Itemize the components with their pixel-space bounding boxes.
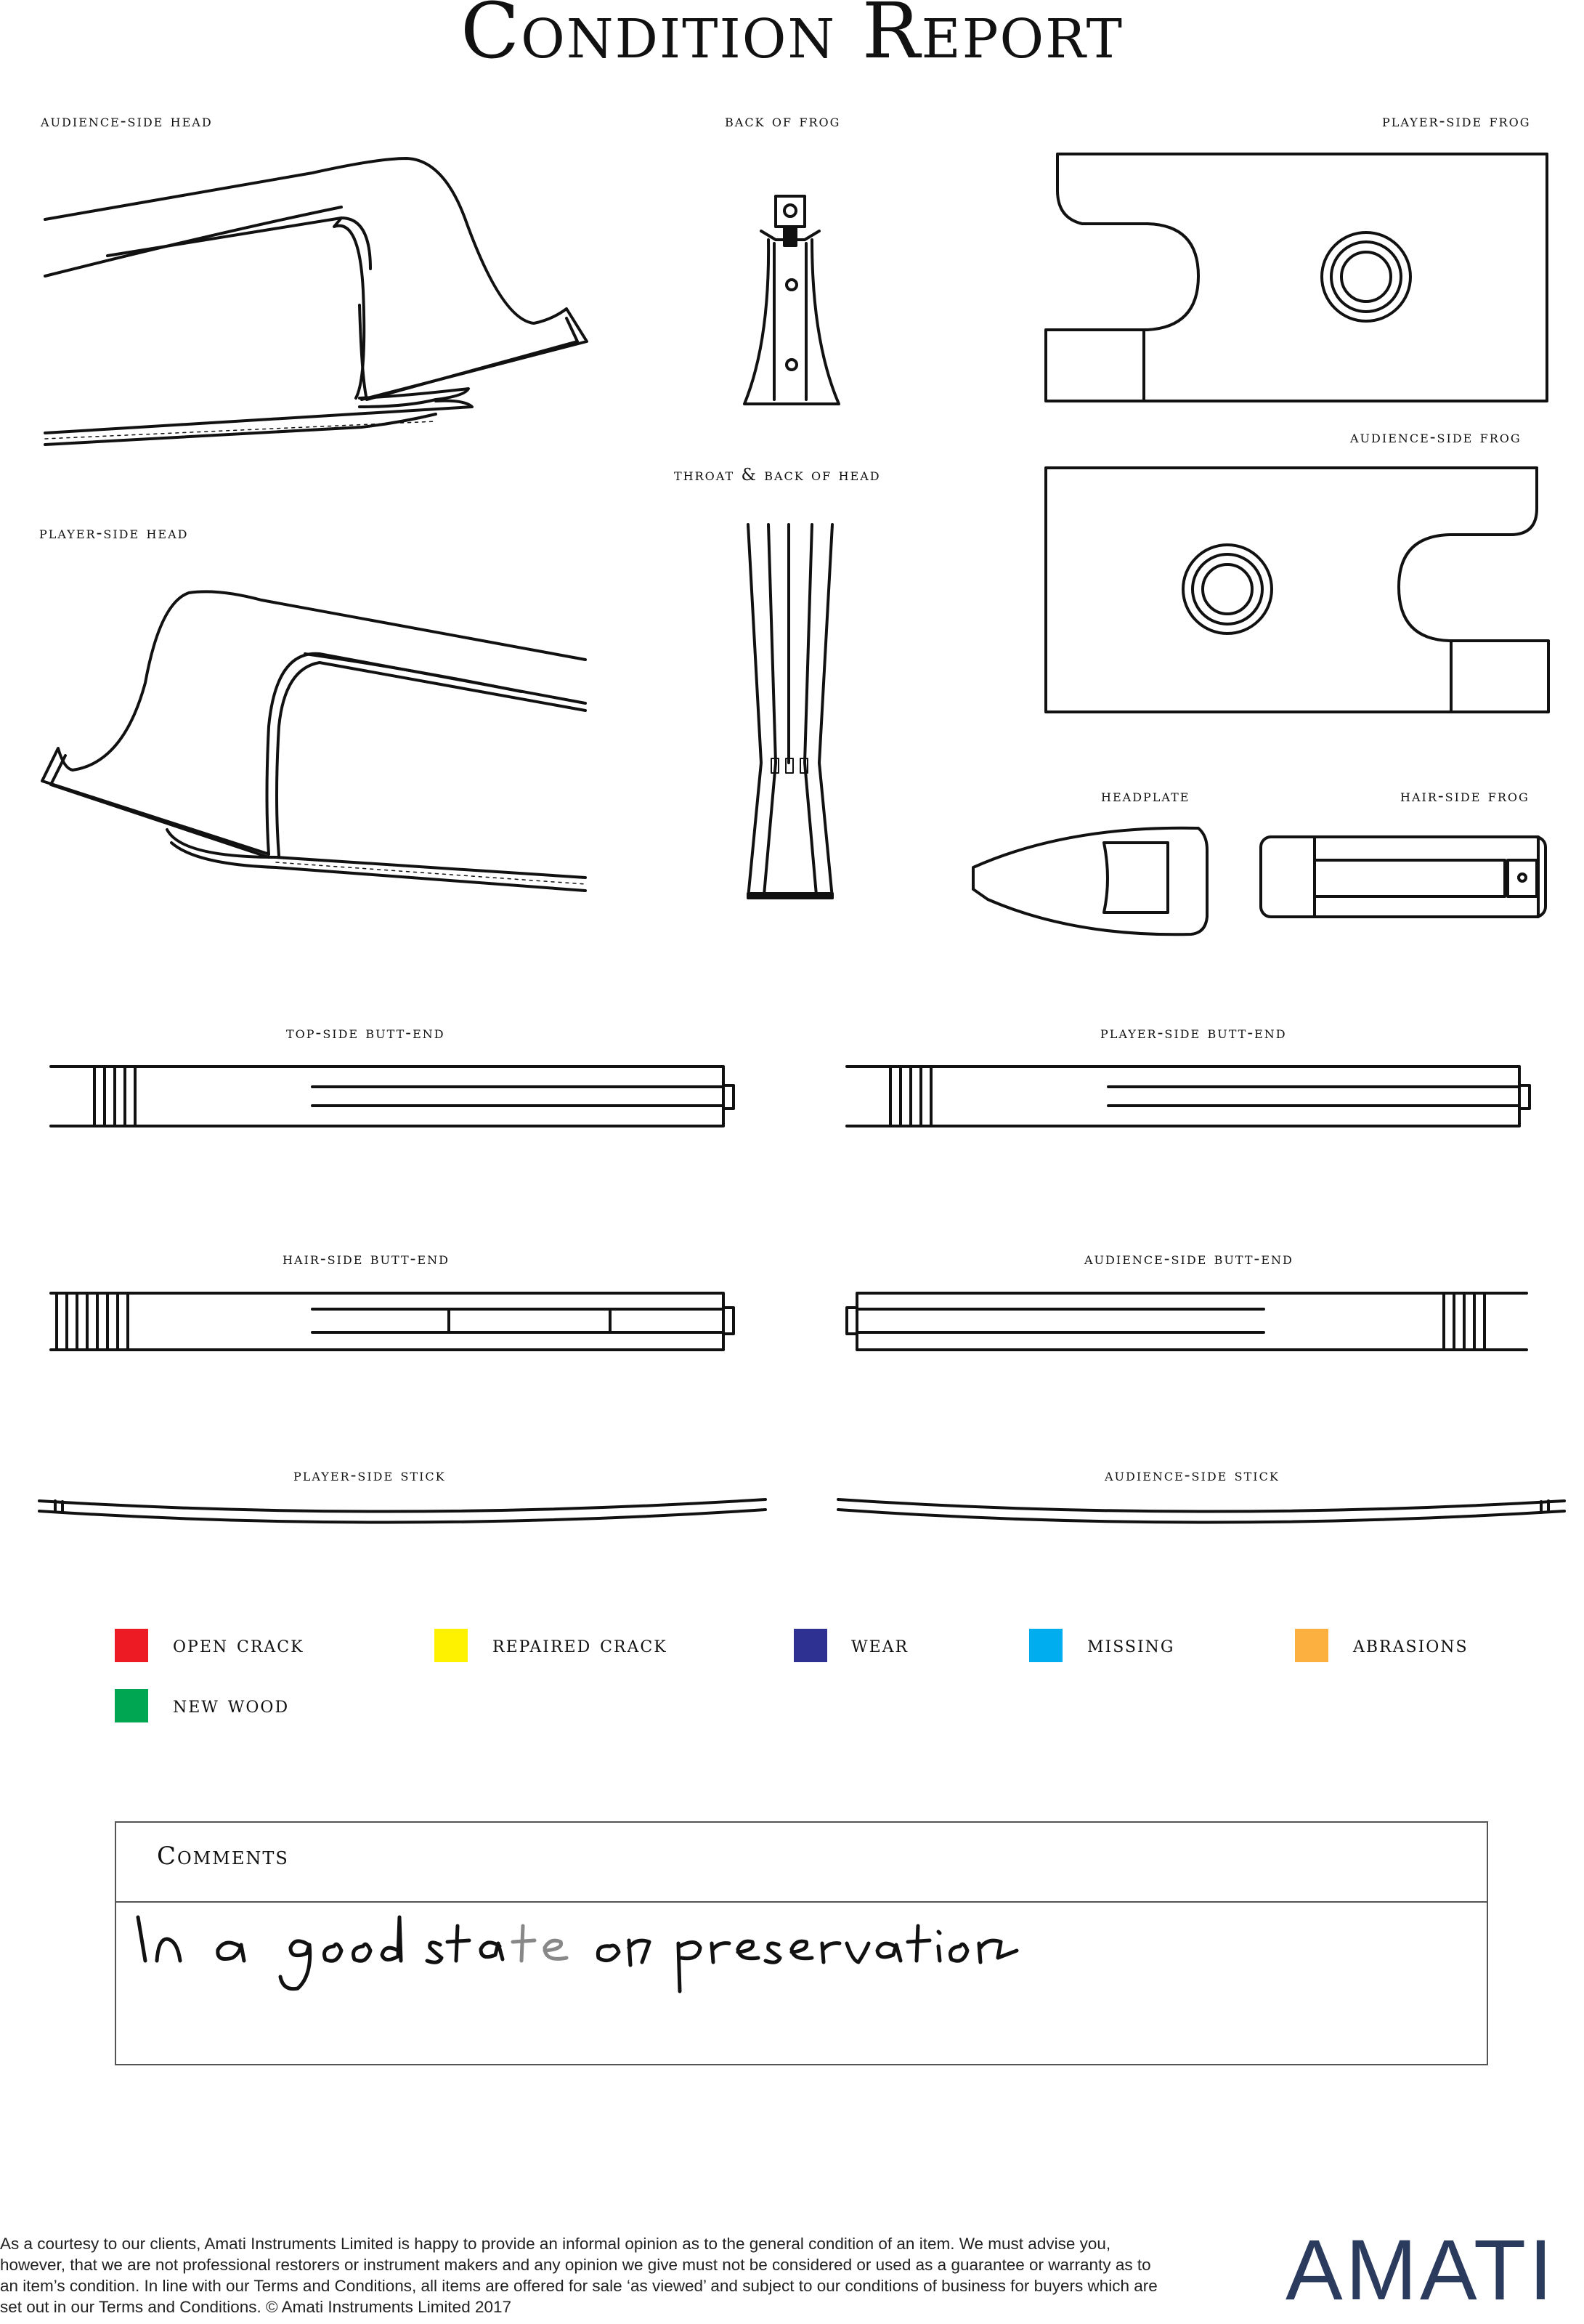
player-side-stick-drawing	[39, 1499, 765, 1523]
legend-swatch-open-crack	[115, 1629, 148, 1662]
comments-heading: Comments	[157, 1842, 289, 1871]
label-audience-side-butt-end: audience-side butt-end	[1084, 1250, 1293, 1268]
hair-side-butt-end-drawing	[51, 1293, 734, 1350]
label-player-side-head: player-side head	[39, 524, 189, 543]
headplate-drawing	[973, 828, 1207, 935]
label-player-side-frog: player-side frog	[1382, 112, 1531, 131]
brand-logo: AMATI	[1286, 2222, 1556, 2318]
label-audience-side-head: audience-side head	[41, 112, 213, 131]
legend-swatch-repaired-crack	[434, 1629, 468, 1662]
legend-label-new-wood: new wood	[173, 1692, 290, 1718]
audience-side-stick-drawing	[838, 1499, 1564, 1523]
audience-side-head-drawing	[45, 158, 587, 445]
label-throat-back-of-head: throat & back of head	[674, 466, 881, 485]
legend-swatch-wear	[794, 1629, 827, 1662]
comments-box[interactable]	[115, 1821, 1488, 2065]
label-player-side-butt-end: player-side butt-end	[1100, 1024, 1287, 1042]
hair-side-frog-drawing	[1261, 837, 1546, 917]
label-player-side-stick: player-side stick	[293, 1466, 446, 1485]
legend-swatch-new-wood	[115, 1689, 148, 1722]
audience-side-butt-end-drawing	[847, 1293, 1527, 1350]
top-side-butt-end-drawing	[51, 1066, 734, 1126]
legend-swatch-missing	[1029, 1629, 1063, 1662]
label-hair-side-frog: hair-side frog	[1400, 787, 1530, 806]
label-hair-side-butt-end: hair-side butt-end	[283, 1250, 450, 1268]
label-headplate: headplate	[1101, 787, 1190, 806]
handwritten-comment-image	[116, 1823, 1490, 2067]
disclaimer: As a courtesy to our clients, Amati Instruments Limited is happy to provide an informal opinion as to the general condition of an item. We must advise you, however, that we are not professional restorers or instrument makers and any opinion we give must not be considered or used as a guarantee or warranty as to an item’s condition. In line with our Terms and Conditions, all items are offered for sale ‘as viewed’ and subject to our conditions of business for buyers which are set out in our Terms and Conditions. © Amati Instruments Limited 2017	[0, 2235, 1158, 2316]
player-side-butt-end-drawing	[847, 1066, 1530, 1126]
label-top-side-butt-end: top-side butt-end	[286, 1024, 445, 1042]
legend-label-wear: wear	[851, 1632, 909, 1658]
player-side-head-drawing	[42, 591, 585, 891]
legend-label-repaired-crack: repaired crack	[492, 1632, 667, 1658]
label-audience-side-frog: audience-side frog	[1350, 428, 1522, 447]
legend-label-open-crack: open crack	[173, 1632, 304, 1658]
back-of-frog-drawing	[744, 196, 839, 404]
label-back-of-frog: back of frog	[725, 112, 841, 131]
legend-label-abrasions: abrasions	[1353, 1632, 1469, 1658]
throat-back-of-head-drawing	[748, 525, 832, 898]
legend-label-missing: missing	[1087, 1632, 1175, 1658]
legend-swatch-abrasions	[1295, 1629, 1328, 1662]
audience-side-frog-drawing	[1046, 468, 1548, 712]
page-title: Condition Report	[460, 0, 1124, 76]
label-audience-side-stick: audience-side stick	[1105, 1466, 1280, 1485]
player-side-frog-drawing	[1046, 154, 1547, 401]
